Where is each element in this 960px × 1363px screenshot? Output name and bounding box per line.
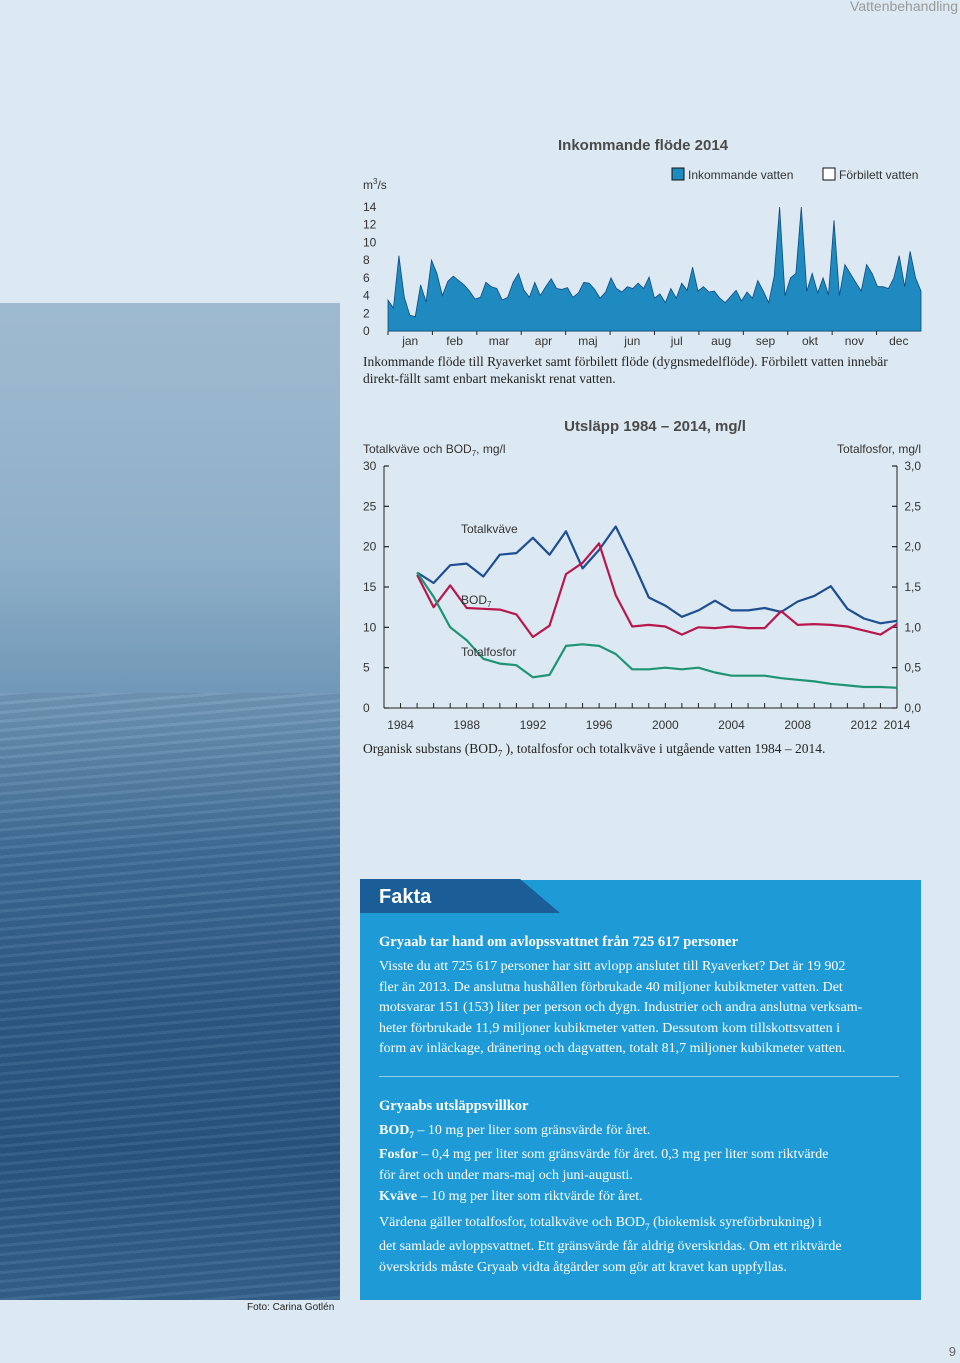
flow-x-tick: apr — [534, 334, 553, 348]
emission-x-tick: 2012 — [850, 718, 878, 732]
emission-x-tick: 1992 — [519, 718, 547, 732]
flow-y-tick: 14 — [363, 200, 377, 214]
fakta-divider — [379, 1076, 899, 1077]
emission-right-tick: 0,0 — [904, 701, 921, 715]
emission-x-tick: 1996 — [585, 718, 613, 732]
flow-area-inflow — [388, 207, 921, 331]
fakta-title: Fakta — [379, 886, 432, 908]
flow-chart — [363, 137, 921, 348]
fakta-conditions: $BOD_7 - 10$ mg per liter som gränsvärde för året. Fosfor – 0,4 mg per liter som gränsvärde för året. 0,3 mg per liter som riktvärde för året och under mars-maj och juni-augusti. Kväve – 10 mg per liter som riktvärde för året. — [379, 1121, 828, 1207]
fakta-paragraph-1: Visste du att 725 617 personer har sitt avlopp anslutet till Ryaverket? Det är 19 902 fler än 2013. De anslutna hushållen förbrukade 40 miljoner kubikmeter vatten. Det motsvarar 151 (153) liter per person och dygn. Industrier och andra anslutna verksam- heter förbrukade 11,9 miljoner kubikmeter vatten. Dessutom kom tillskottsvatten i form av inläckage, dränering och dagvatten, totalt 81,7 miljoner kubikmeter vatten. — [379, 959, 863, 1057]
condition-bod: $BOD_7 - 10$ mg per liter som gränsvärde för året. — [379, 1123, 651, 1140]
legend-bypass-swatch — [823, 168, 835, 180]
flow-x-tick: nov — [844, 334, 865, 348]
emission-left-tick: 0 — [363, 701, 370, 715]
flow-x-tick: jun — [624, 334, 641, 348]
flow-chart-unit: $m^3/s$ — [363, 177, 387, 192]
flow-y-tick: 4 — [363, 288, 370, 303]
emission-chart — [363, 418, 921, 732]
flow-x-tick: okt — [801, 334, 818, 348]
page-number: 9 — [948, 1344, 956, 1359]
emission-right-tick: 2,5 — [904, 499, 921, 514]
flow-x-tick: mar — [488, 334, 510, 348]
emission-right-tick: 0,5 — [904, 660, 921, 675]
flow-y-tick: 0 — [363, 324, 370, 338]
emission-right-axis-label: Totalfosfor, mg/l — [836, 442, 921, 456]
flow-chart-title: Inkommande flöde 2014 — [558, 137, 729, 154]
emission-left-tick: 20 — [363, 539, 377, 554]
emission-right-tick: 1,5 — [904, 580, 921, 594]
flow-y-tick: 8 — [363, 253, 370, 268]
emission-left-tick: 15 — [363, 580, 377, 594]
running-header: Vattenbehandling — [850, 0, 958, 14]
emission-right-tick: 2,0 — [904, 539, 921, 554]
flow-y-tick: 10 — [363, 235, 377, 250]
flow-x-tick: aug — [711, 334, 732, 348]
flow-y-tick: 2 — [363, 306, 370, 321]
emission-left-tick: 5 — [363, 660, 370, 675]
flow-y-tick: 12 — [363, 217, 377, 232]
fakta-paragraph-3: Värdena gäller totalfosfor, totalkväve och $BOD_7$ (biokemisk syreförbrukning) i det samlade avloppsvattnet. Ett gränsvärde får aldrig överskridas. Om ett riktvärde överskrids måste Gryaab vidta åtgärder som gör att kravet kan uppfyllas. — [379, 1215, 842, 1275]
emission-right-tick: 3,0 — [904, 459, 921, 473]
flow-x-tick: feb — [446, 334, 463, 348]
flow-x-tick: jan — [402, 334, 419, 348]
flow-x-tick: dec — [889, 334, 909, 348]
series-label-totalfosfor: Totalfosfor — [461, 645, 517, 659]
fakta-heading-2: Gryaabs utsläppsvillkor — [379, 1098, 529, 1114]
emission-left-tick: 30 — [363, 459, 377, 473]
emission-x-tick: 2014 — [883, 718, 911, 732]
emission-right-tick: 1,0 — [904, 620, 921, 635]
condition-fosfor: Fosfor – 0,4 mg per liter som gränsvärde för året. 0,3 mg per liter som riktvärde — [379, 1147, 829, 1163]
flow-x-tick: sep — [755, 334, 776, 348]
emission-x-tick: 2000 — [651, 718, 679, 732]
emission-x-tick: 1984 — [387, 718, 414, 732]
series-label-bod: $BOD_7$ — [461, 593, 492, 609]
photo-credit: Foto: Carina Gotlén — [247, 1302, 335, 1313]
emission-left-tick: 10 — [363, 620, 377, 635]
emission-x-tick: 2004 — [718, 718, 745, 732]
flow-x-tick: maj — [578, 334, 598, 348]
emission-x-tick: 1988 — [453, 718, 481, 732]
flow-x-tick: jul — [670, 334, 683, 348]
condition-kvave: Kväve – 10 mg per liter som riktvärde för året. — [379, 1188, 643, 1204]
emission-left-tick: 25 — [363, 499, 377, 514]
emission-left-axis-label: Totalkväve och $BOD_7$, mg/l — [363, 442, 506, 458]
series-label-totalkvave: Totalkväve — [461, 522, 518, 536]
legend-inflow-swatch — [672, 168, 684, 180]
emission-x-tick: 2008 — [784, 718, 812, 732]
legend-inflow-label: Inkommande vatten — [688, 168, 794, 182]
flow-y-tick: 6 — [363, 270, 370, 285]
legend-bypass-label: Förbilett vatten — [839, 168, 919, 182]
emission-chart-caption: Organisk substans ($BOD_7$ ), totalfosfor och totalkväve i utgående vatten 1984 – 2014. — [363, 741, 826, 759]
flow-chart-caption: Inkommande flöde till Ryaverket samt förbilett flöde (dygnsmedelflöde). Förbilett vatten innebär direkt-fällt samt enbart mekaniskt renat vatten. — [363, 354, 888, 386]
emission-chart-title: Utsläpp 1984 – 2014, mg/l — [564, 418, 746, 435]
fakta-heading-1: Gryaab tar hand om avlopssvattnet från 725 617 personer — [379, 934, 739, 950]
